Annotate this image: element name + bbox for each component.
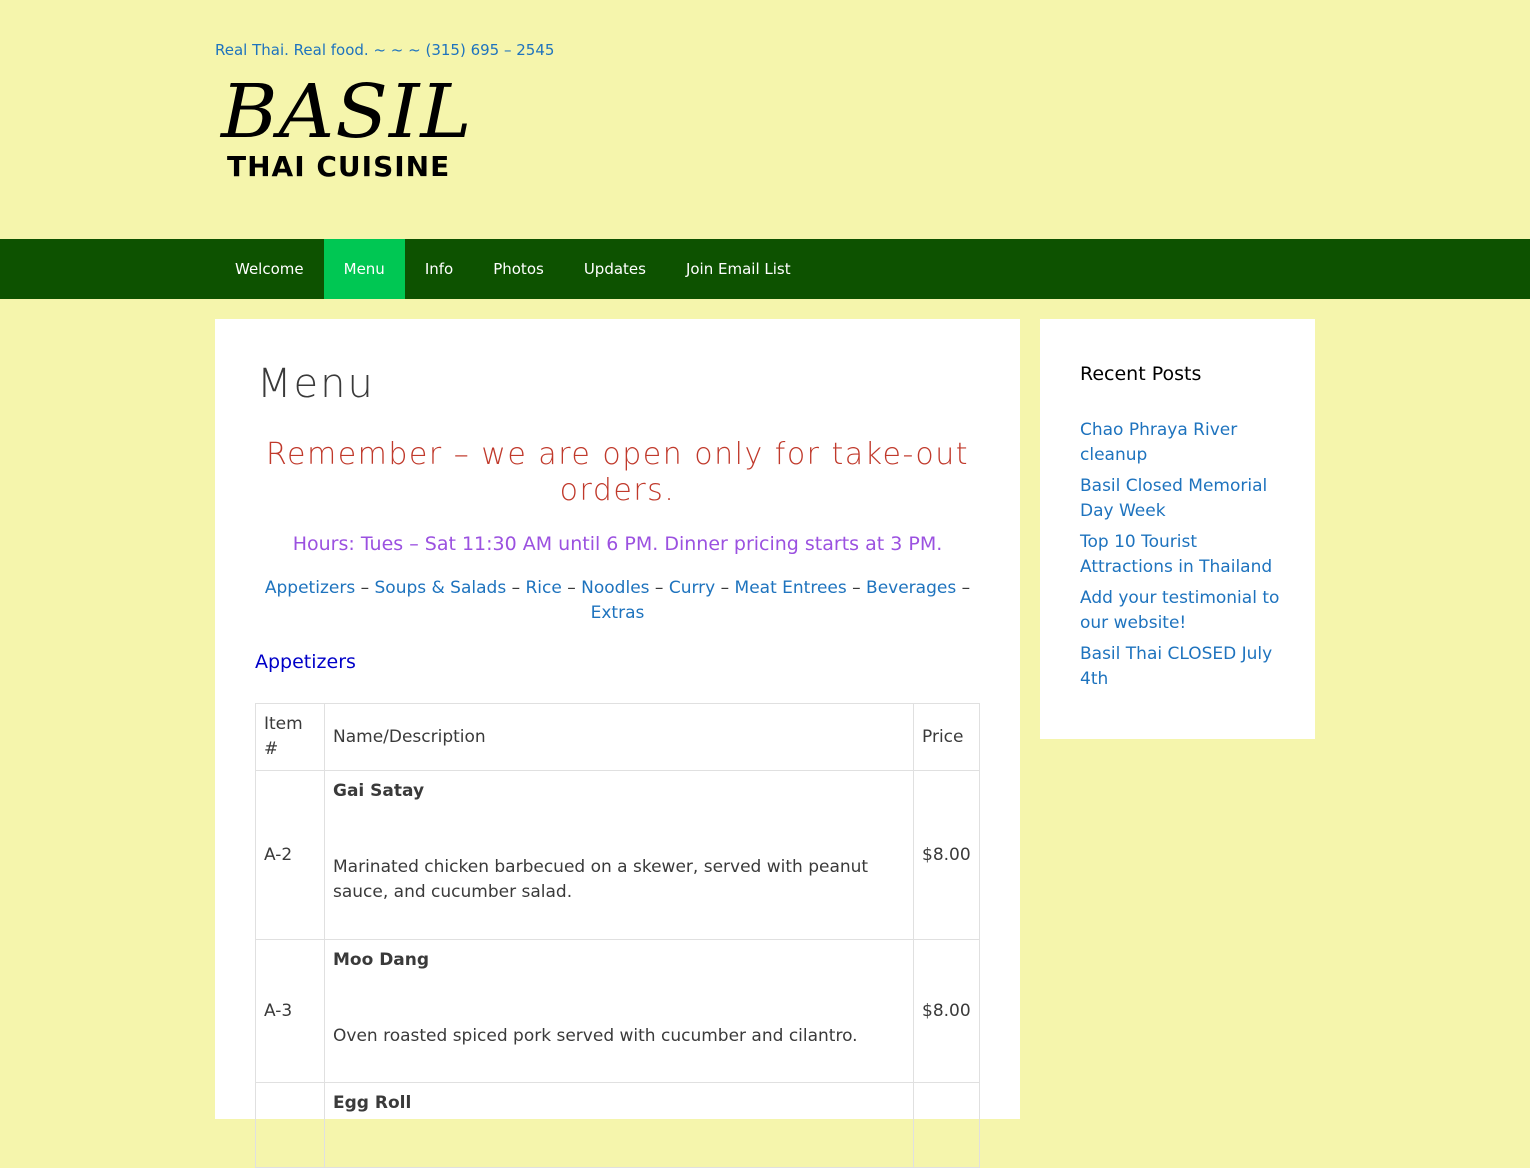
logo-title: BASIL bbox=[221, 69, 473, 155]
link-meat-entrees[interactable]: Meat Entrees bbox=[734, 578, 847, 598]
link-rice[interactable]: Rice bbox=[525, 578, 562, 598]
sidebar bbox=[1040, 319, 1315, 739]
nav-item-updates[interactable]: Updates bbox=[583, 260, 646, 278]
dish-name: Egg Roll bbox=[333, 1093, 412, 1113]
list-item bbox=[1080, 418, 1280, 468]
appetizers-table bbox=[255, 703, 980, 1168]
link-separator: – bbox=[715, 578, 735, 598]
dish-price: $8.00 bbox=[914, 940, 980, 1083]
nav-item-photos[interactable]: Photos bbox=[493, 260, 544, 278]
nav-items bbox=[215, 239, 811, 299]
recent-post-link[interactable]: Basil Thai CLOSED July 4th bbox=[1080, 644, 1273, 689]
recent-post-link[interactable]: Chao Phraya River cleanup bbox=[1080, 420, 1238, 465]
hours-text: Hours: Tues – Sat 11:30 AM until 6 PM. Dinner pricing starts at 3 PM. bbox=[292, 533, 943, 555]
header-item-number: Item # bbox=[256, 704, 325, 771]
link-separator: – bbox=[956, 578, 971, 598]
link-appetizers[interactable]: Appetizers bbox=[264, 578, 356, 598]
item-number: A-3 bbox=[256, 940, 325, 1083]
table-row bbox=[256, 771, 980, 940]
section-heading-appetizers: Appetizers bbox=[255, 651, 356, 673]
dish-price bbox=[914, 1083, 980, 1168]
link-separator: – bbox=[649, 578, 669, 598]
dish-name: Moo Dang bbox=[333, 950, 430, 970]
link-separator: – bbox=[506, 578, 526, 598]
list-item bbox=[1080, 530, 1280, 580]
link-noodles[interactable]: Noodles bbox=[581, 578, 650, 598]
nav-item-info[interactable]: Info bbox=[424, 260, 454, 278]
list-item bbox=[1080, 586, 1280, 636]
page-title: Menu bbox=[257, 361, 375, 407]
main-content bbox=[215, 319, 1020, 1119]
menu-section-links bbox=[255, 576, 980, 626]
list-item bbox=[1080, 474, 1280, 524]
link-separator: – bbox=[846, 578, 867, 598]
dish-cell bbox=[325, 1083, 914, 1168]
link-separator: – bbox=[561, 578, 582, 598]
dish-description: Oven roasted spiced pork served with cucumber and cilantro. bbox=[333, 1026, 858, 1046]
link-extras[interactable]: Extras bbox=[590, 603, 645, 623]
recent-posts-title: Recent Posts bbox=[1080, 363, 1202, 385]
link-beverages[interactable]: Beverages bbox=[866, 578, 957, 598]
site-logo[interactable] bbox=[215, 69, 515, 184]
dish-cell bbox=[325, 771, 914, 940]
site-header bbox=[0, 0, 1530, 239]
takeout-notice: Remember – we are open only for take-out orders. bbox=[266, 437, 969, 508]
item-number: A-2 bbox=[256, 771, 325, 940]
dish-description: Marinated chicken barbecued on a skewer, served with peanut sauce, and cucumber salad. bbox=[333, 857, 869, 902]
main-nav bbox=[0, 239, 1530, 299]
header-price: Price bbox=[914, 704, 980, 771]
dish-name: Gai Satay bbox=[333, 781, 425, 801]
dish-cell bbox=[325, 940, 914, 1083]
recent-post-link[interactable]: Basil Closed Memorial Day Week bbox=[1080, 476, 1268, 521]
nav-item-welcome[interactable]: Welcome bbox=[235, 260, 304, 278]
nav-item-join-email-list[interactable]: Join Email List bbox=[685, 260, 791, 278]
list-item bbox=[1080, 642, 1280, 692]
logo-subtitle: THAI CUISINE bbox=[227, 150, 451, 183]
dish-price: $8.00 bbox=[914, 771, 980, 940]
header-name-description: Name/Description bbox=[325, 704, 914, 771]
link-separator: – bbox=[355, 578, 375, 598]
recent-post-link[interactable]: Add your testimonial to our website! bbox=[1080, 588, 1280, 633]
table-header-row bbox=[256, 704, 980, 771]
link-curry[interactable]: Curry bbox=[668, 578, 716, 598]
nav-item-menu[interactable]: Menu bbox=[324, 239, 405, 299]
recent-post-link[interactable]: Top 10 Tourist Attractions in Thailand bbox=[1080, 532, 1273, 577]
table-row bbox=[256, 940, 980, 1083]
item-number bbox=[256, 1083, 325, 1168]
link-soups-salads[interactable]: Soups & Salads bbox=[374, 578, 507, 598]
table-row bbox=[256, 1083, 980, 1168]
tagline-link[interactable]: Real Thai. Real food. ~ ~ ~ (315) 695 – 2545 bbox=[215, 41, 555, 59]
recent-posts-list bbox=[1080, 418, 1280, 698]
